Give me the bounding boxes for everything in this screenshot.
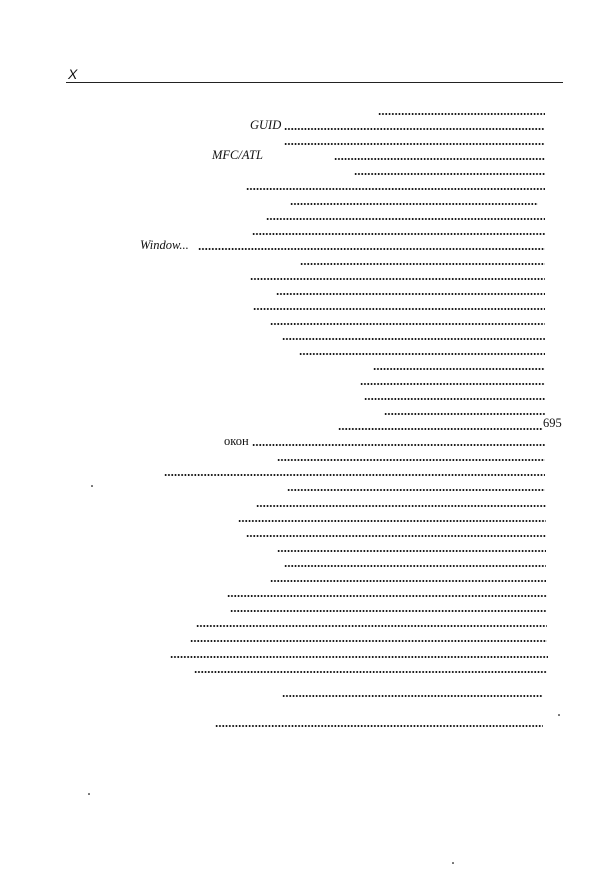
toc-entry-label: GUID: [250, 118, 282, 131]
toc-entry: [0, 684, 605, 698]
dot-leader: [270, 323, 545, 325]
toc-entry: [0, 554, 605, 568]
toc-entry: [0, 147, 605, 161]
scan-speck: [88, 793, 90, 795]
toc-entry: [0, 509, 605, 523]
dot-leader: [338, 428, 543, 430]
dot-leader: [170, 656, 548, 658]
toc-entry: [0, 433, 605, 447]
toc-entry: [0, 417, 605, 431]
toc-entry: [0, 237, 605, 251]
toc-entry: [0, 714, 605, 728]
dot-leader: [252, 233, 545, 235]
dot-leader: [284, 143, 545, 145]
dot-leader: [360, 383, 545, 385]
dot-leader: [246, 188, 545, 190]
dot-leader: [270, 580, 546, 582]
toc-entry: [0, 448, 605, 462]
toc-entry: [0, 660, 605, 674]
toc-entry: [0, 584, 605, 598]
dot-leader: [250, 278, 545, 280]
dot-leader: [276, 293, 545, 295]
toc-entry: [0, 645, 605, 659]
dot-leader: [334, 158, 545, 160]
toc-entry: [0, 117, 605, 131]
toc-entry-label: Window...: [140, 238, 189, 251]
dot-leader: [246, 535, 546, 537]
dot-leader: [378, 113, 545, 115]
dot-leader: [277, 550, 546, 552]
dot-leader: [253, 308, 545, 310]
dot-leader: [164, 474, 545, 476]
scan-speck: [558, 714, 560, 716]
toc-entry: [0, 297, 605, 311]
dot-leader: [198, 248, 545, 250]
toc-entry: [0, 569, 605, 583]
dot-leader: [290, 203, 538, 205]
scan-speck: [452, 862, 454, 864]
toc-entry: [0, 162, 605, 176]
toc-entry: [0, 524, 605, 538]
header-rule: [66, 82, 563, 83]
page-number: 695: [543, 416, 562, 430]
toc-entry: [0, 102, 605, 116]
toc-entry: [0, 372, 605, 386]
toc-entry: [0, 177, 605, 191]
dot-leader: [373, 368, 545, 370]
dot-leader: [354, 173, 545, 175]
dot-leader: [299, 353, 545, 355]
running-head: X: [68, 66, 78, 82]
toc-entry: [0, 463, 605, 477]
toc-entry: [0, 252, 605, 266]
dot-leader: [284, 128, 544, 130]
dot-leader: [238, 520, 546, 522]
dot-leader: [266, 218, 545, 220]
dot-leader: [194, 671, 547, 673]
dot-leader: [190, 640, 547, 642]
toc-entry-label: окон: [224, 434, 249, 447]
toc-entry: [0, 282, 605, 296]
toc-entry: [0, 387, 605, 401]
toc-entry: [0, 614, 605, 628]
dot-leader: [282, 695, 543, 697]
toc-entry: [0, 192, 605, 206]
scan-speck: [91, 485, 93, 487]
dot-leader: [300, 263, 545, 265]
dot-leader: [284, 565, 546, 567]
toc-entry-label: MFC/ATL: [212, 148, 263, 161]
toc-entry: [0, 222, 605, 236]
dot-leader: [230, 610, 547, 612]
dot-leader: [277, 459, 545, 461]
dot-leader: [384, 413, 545, 415]
toc-entry: [0, 539, 605, 553]
dot-leader: [287, 489, 545, 491]
toc-entry: [0, 599, 605, 613]
toc-entry: [0, 494, 605, 508]
toc-entry: [0, 402, 605, 416]
toc-entry: [0, 629, 605, 643]
toc-entry: [0, 267, 605, 281]
toc-entry: [0, 327, 605, 341]
toc-entry: [0, 132, 605, 146]
toc-entry: [0, 207, 605, 221]
dot-leader: [282, 338, 545, 340]
dot-leader: [256, 505, 546, 507]
dot-leader: [252, 444, 545, 446]
toc-entry: [0, 342, 605, 356]
dot-leader: [215, 725, 543, 727]
toc-entry: [0, 357, 605, 371]
dot-leader: [364, 398, 545, 400]
dot-leader: [227, 595, 547, 597]
dot-leader: [196, 625, 547, 627]
toc-entry: [0, 312, 605, 326]
